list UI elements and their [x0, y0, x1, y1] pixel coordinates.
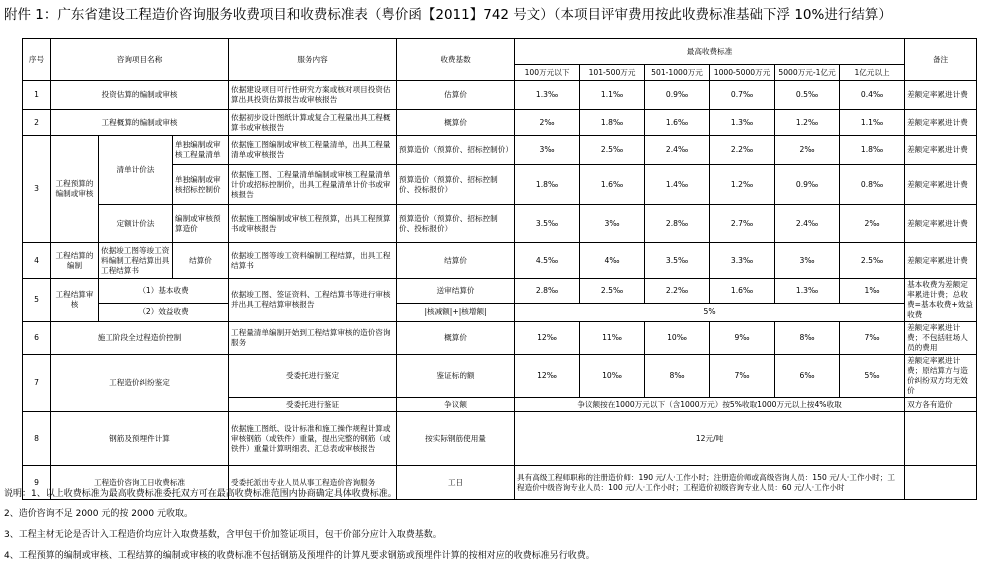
- row-subitem: 单独编制或审核招标控制价: [173, 165, 229, 205]
- rate-cell: 8‰: [775, 322, 840, 355]
- row-remark: 差额定率累进计费；不包括驻场人员的费用: [905, 322, 977, 355]
- row-remark: 差额定率累进计费: [905, 205, 977, 243]
- row-group: 工程预算的编制或审核: [51, 136, 99, 243]
- row-remark: 差额定率累进计费: [905, 110, 977, 136]
- row-service: 受委托进行鉴证: [229, 398, 397, 412]
- rate-cell: 2.2‰: [645, 279, 710, 304]
- rate-cell: 1.6‰: [580, 165, 645, 205]
- rate-cell: 2.8‰: [645, 205, 710, 243]
- table-row: [23, 279, 977, 304]
- row-service: 依据竣工图等竣工资料编制工程结算，出具工程结算书: [229, 243, 397, 279]
- rate-cell: 7‰: [840, 322, 905, 355]
- row-item: 工程造价咨询工日收费标准: [51, 466, 229, 500]
- header-tier: 1亿元以上: [840, 65, 905, 81]
- rate-cell: 2.7‰: [710, 205, 775, 243]
- rate-cell: 7‰: [710, 355, 775, 398]
- row-seq: 5: [23, 279, 51, 322]
- row-base: 概算价: [397, 110, 515, 136]
- row-service: 依据竣工图、签证资料、工程结算书等进行审核并出具工程结算审核报告: [229, 279, 397, 322]
- header-remark: 备注: [905, 39, 977, 81]
- table-row: [23, 303, 977, 321]
- row-subitem: 结算价: [173, 243, 229, 279]
- row-base: 预算造价（预算价、招标控制价、投标报价）: [397, 165, 515, 205]
- rate-cell: 2.5‰: [840, 243, 905, 279]
- header-tier: 501-1000万元: [645, 65, 710, 81]
- rate-cell: 12元/吨: [515, 412, 905, 466]
- row-base: 送审结算价: [397, 279, 515, 304]
- table-row: [23, 243, 977, 279]
- header-item: 咨询项目名称: [51, 39, 229, 81]
- table-row: [23, 322, 977, 355]
- row-subitem: 单独编制或审核工程量清单: [173, 136, 229, 165]
- row-seq: 1: [23, 81, 51, 110]
- header-tier: 100万元以下: [515, 65, 580, 81]
- rate-cell: 2‰: [775, 136, 840, 165]
- rate-cell: 争议额按在1000万元以下（含1000万元）按5%收取1000万元以上按4%收取: [515, 398, 905, 412]
- rate-cell: 具有高级工程师职称的注册造价师：190 元/人·工作小时；注册造价师或高级咨询人员：150 元/人·工作小时；工程造价中级咨询专业人员：100 元/人·工作小时；工程造价初级咨询专业人员：60 元/人·工作小时: [515, 466, 905, 500]
- header-base: 收费基数: [397, 39, 515, 81]
- row-service: 依据施工图编制或审核工程量清单，出具工程量清单或审核报告: [229, 136, 397, 165]
- rate-cell: 6‰: [775, 355, 840, 398]
- rate-cell: 8‰: [645, 355, 710, 398]
- note-line: 2、造价咨询不足 2000 元的按 2000 元收取。: [4, 509, 193, 519]
- table-row: [23, 136, 977, 165]
- row-subitem: 依据竣工图等竣工资料编制工程结算出具工程结算书: [99, 243, 173, 279]
- rate-cell: 2.4‰: [645, 136, 710, 165]
- header-tier: 1000-5000万元: [710, 65, 775, 81]
- rate-cell: 0.7‰: [710, 81, 775, 110]
- rate-cell: 2.5‰: [580, 136, 645, 165]
- header-seq: 序号: [23, 39, 51, 81]
- table-row: [23, 412, 977, 466]
- rate-cell: 12‰: [515, 355, 580, 398]
- row-remark: [905, 466, 977, 500]
- rate-cell: 4.5‰: [515, 243, 580, 279]
- rate-cell: 2.8‰: [515, 279, 580, 304]
- header-rate-title: 最高收费标准: [515, 39, 905, 65]
- rate-cell: 11‰: [580, 322, 645, 355]
- page-title: 附件 1：广东省建设工程造价咨询服务收费项目和收费标准表（粤价函【2011】742 号文）（本项目评审费用按此收费标准基础下浮 10%进行结算）: [4, 7, 892, 23]
- rate-cell: 5‰: [840, 355, 905, 398]
- fee-table: [22, 38, 977, 500]
- row-remark: [905, 412, 977, 466]
- row-remark: 差额定率累进计费；原结算方与造价纠纷双方均无效价: [905, 355, 977, 398]
- row-base: 鉴证标的额: [397, 355, 515, 398]
- rate-cell: 1.3‰: [515, 81, 580, 110]
- row-subitem: （2）效益收费: [99, 303, 229, 321]
- row-seq: 4: [23, 243, 51, 279]
- row-seq: 3: [23, 136, 51, 243]
- row-service: 受委托进行鉴定: [229, 355, 397, 398]
- rate-cell: 1.4‰: [645, 165, 710, 205]
- rate-cell: 9‰: [710, 322, 775, 355]
- row-service: 工程量清单编制开始到工程结算审核的造价咨询服务: [229, 322, 397, 355]
- rate-cell: 1‰: [840, 279, 905, 304]
- row-method: 清单计价法: [99, 136, 173, 205]
- header-service: 服务内容: [229, 39, 397, 81]
- rate-cell: 3.3‰: [710, 243, 775, 279]
- rate-cell: 1.2‰: [710, 165, 775, 205]
- row-service: 依据施工图、工程量清单编制或审核工程量清单计价或招标控制价，出具工程量清单计价书或审核报告: [229, 165, 397, 205]
- rate-cell: 0.5‰: [775, 81, 840, 110]
- row-remark: 差额定率累进计费: [905, 243, 977, 279]
- row-seq: 9: [23, 466, 51, 500]
- row-seq: 6: [23, 322, 51, 355]
- rate-cell: 1.2‰: [775, 110, 840, 136]
- rate-cell: 0.8‰: [840, 165, 905, 205]
- table-row: [23, 355, 977, 398]
- rate-cell: 1.6‰: [710, 279, 775, 304]
- row-base: 预算造价（预算价、招标控制价）: [397, 136, 515, 165]
- rate-cell: 1.1‰: [840, 110, 905, 136]
- row-item: 投资估算的编制或审核: [51, 81, 229, 110]
- rate-cell: 3‰: [580, 205, 645, 243]
- note-line: 3、工程主材无论是否计入工程造价均应计入取费基数，含甲包干价加签证项目，包干价部分应计入取费基数。: [4, 530, 442, 540]
- row-base: 预算造价（预算价、招标控制价、投标报价）: [397, 205, 515, 243]
- row-base: |核减额|+|核增额|: [397, 303, 515, 321]
- rate-cell: 2.5‰: [580, 279, 645, 304]
- row-service: 受委托派出专业人员从事工程造价咨询服务: [229, 466, 397, 500]
- rate-cell: 2.4‰: [775, 205, 840, 243]
- rate-cell: 1.8‰: [580, 110, 645, 136]
- rate-cell: 3‰: [515, 136, 580, 165]
- table-row: [23, 205, 977, 243]
- row-seq: 7: [23, 355, 51, 412]
- rate-cell: 2‰: [515, 110, 580, 136]
- rate-cell: 0.4‰: [840, 81, 905, 110]
- note-line: 说明：1、以上收费标准为最高收费标准委托双方可在最高收费标准范围内协商确定具体收费标准。: [4, 489, 397, 499]
- rate-cell: 10‰: [645, 322, 710, 355]
- rate-cell: 2.2‰: [710, 136, 775, 165]
- header-row: [23, 39, 977, 65]
- note-line: 4、工程预算的编制或审核、工程结算的编制或审核的收费标准不包括钢筋及预埋件的计算凡要求钢筋或预埋件计算的按相对应的收费标准另行收费。: [4, 551, 595, 561]
- table-row: [23, 81, 977, 110]
- row-base: 工日: [397, 466, 515, 500]
- row-item: 钢筋及预埋件计算: [51, 412, 229, 466]
- row-service: 依据初步设计图纸计算或复合工程量出具工程概算书或审核报告: [229, 110, 397, 136]
- row-seq: 8: [23, 412, 51, 466]
- rate-cell: 1.3‰: [775, 279, 840, 304]
- header-tier: 5000万元-1亿元: [775, 65, 840, 81]
- rate-cell: 1.6‰: [645, 110, 710, 136]
- row-remark: 基本收费为差额定率累进计费；总收费=基本收费+效益收费: [905, 279, 977, 322]
- rate-cell: 2‰: [840, 205, 905, 243]
- row-remark: 差额定率累进计费: [905, 81, 977, 110]
- row-base: 结算价: [397, 243, 515, 279]
- row-service: 依据建设项目可行性研究方案或核对项目投资估算出具投资估算报告或审核报告: [229, 81, 397, 110]
- row-item: 工程造价纠纷鉴定: [51, 355, 229, 412]
- rate-cell: 1.8‰: [515, 165, 580, 205]
- row-base: 概算价: [397, 322, 515, 355]
- rate-cell: 0.9‰: [645, 81, 710, 110]
- row-base: 估算价: [397, 81, 515, 110]
- row-subitem: 编制或审核预算造价: [173, 205, 229, 243]
- rate-cell: 10‰: [580, 355, 645, 398]
- row-service: 依据施工图纸、设计标准和施工操作规程计算或审核钢筋（或铁件）重量，提出完整的钢筋（或铁件）重量计算明细表、汇总表或审核报告: [229, 412, 397, 466]
- rate-cell: 4‰: [580, 243, 645, 279]
- table-row: [23, 110, 977, 136]
- row-item: 工程概算的编制或审核: [51, 110, 229, 136]
- row-method: 定额计价法: [99, 205, 173, 243]
- row-seq: 2: [23, 110, 51, 136]
- row-base: 争议额: [397, 398, 515, 412]
- rate-cell: 0.9‰: [775, 165, 840, 205]
- rate-cell: 3.5‰: [645, 243, 710, 279]
- rate-cell: 1.3‰: [710, 110, 775, 136]
- rate-cell: 1.8‰: [840, 136, 905, 165]
- row-service: 依据施工图编制或审核工程预算，出具工程预算书或审核报告: [229, 205, 397, 243]
- rate-cell: 3‰: [775, 243, 840, 279]
- row-remark: 差额定率累进计费: [905, 136, 977, 165]
- row-item: 施工阶段全过程造价控制: [51, 322, 229, 355]
- header-tier: 101-500万元: [580, 65, 645, 81]
- rate-cell: 1.1‰: [580, 81, 645, 110]
- row-base: 按实际钢筋使用量: [397, 412, 515, 466]
- row-item: 工程结算审核: [51, 279, 99, 322]
- row-item: 工程结算的编制: [51, 243, 99, 279]
- rate-cell: 5%: [515, 303, 905, 321]
- row-remark: 差额定率累进计费: [905, 165, 977, 205]
- rate-cell: 12‰: [515, 322, 580, 355]
- row-remark: 双方各有造价: [905, 398, 977, 412]
- row-subitem: （1）基本收费: [99, 279, 229, 304]
- rate-cell: 3.5‰: [515, 205, 580, 243]
